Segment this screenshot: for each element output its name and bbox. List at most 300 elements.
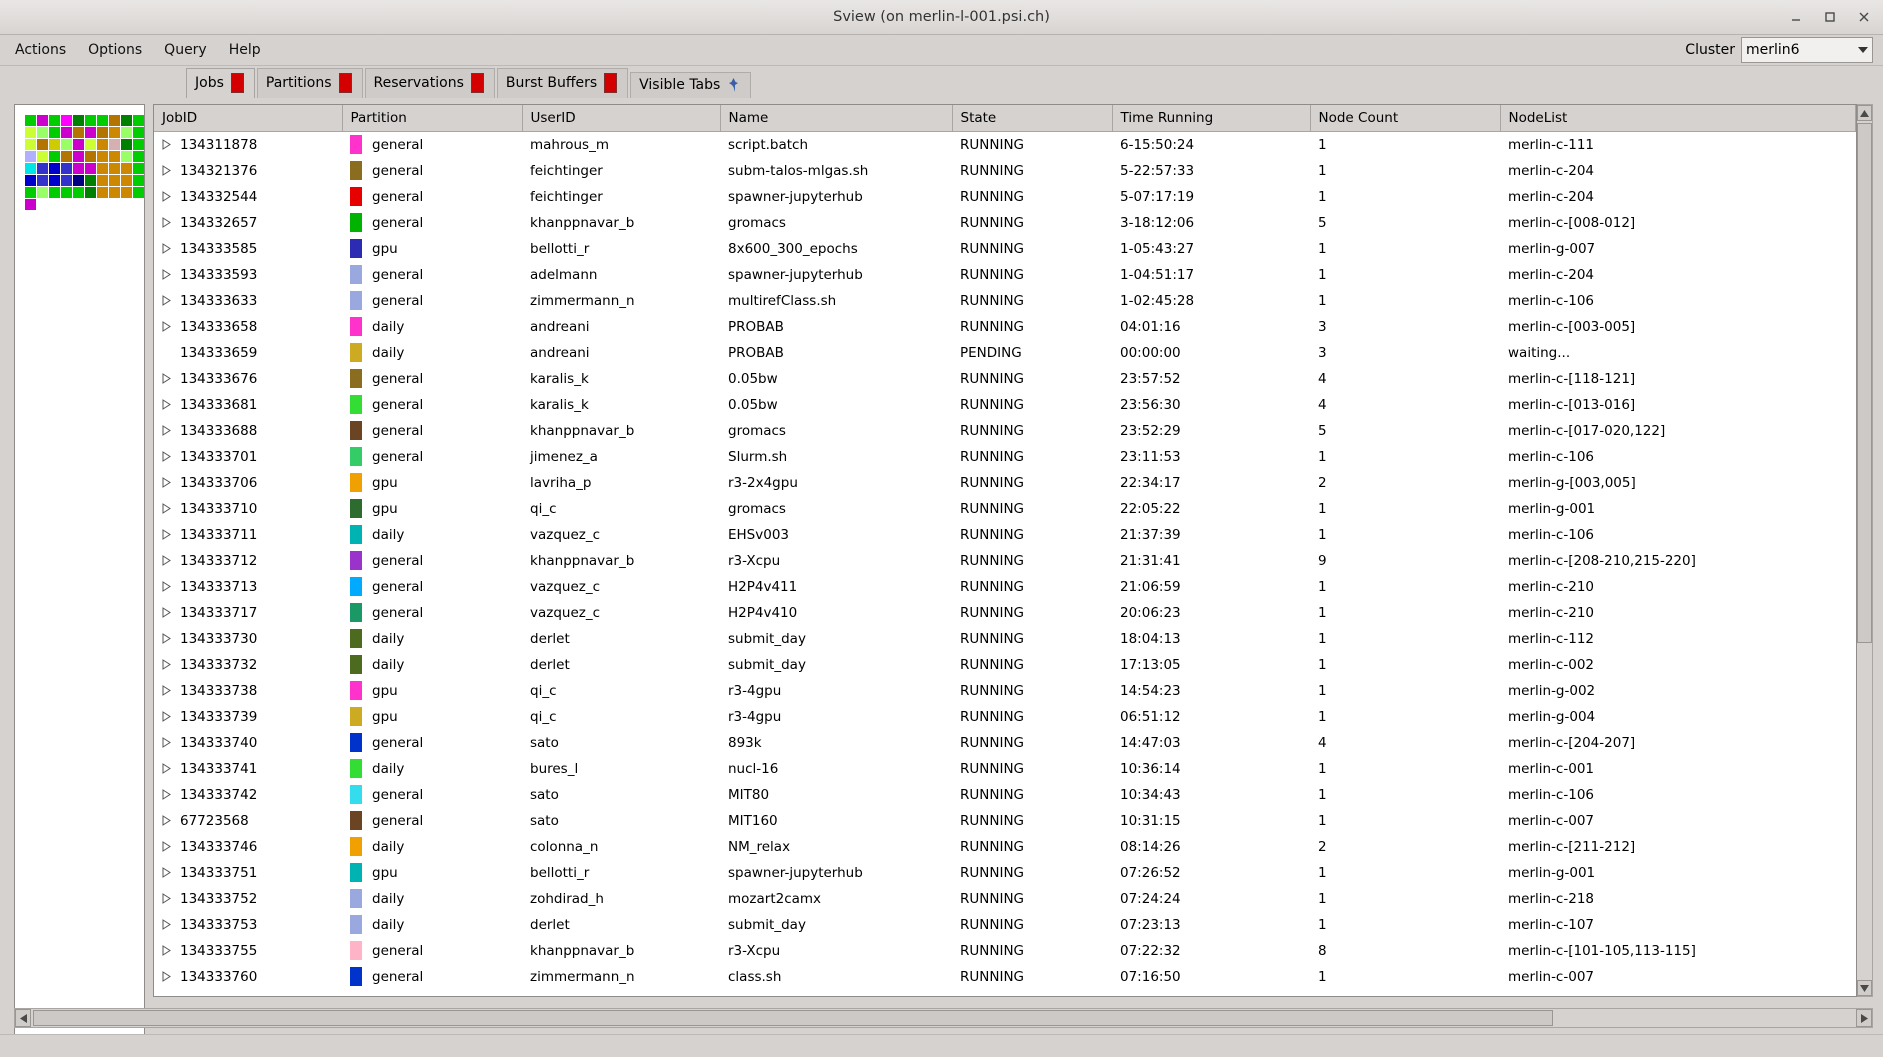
column-header-partition[interactable]: Partition: [342, 105, 522, 132]
menu-options[interactable]: Options: [88, 42, 143, 58]
partition-color-swatch: [350, 941, 362, 960]
node-cell[interactable]: [61, 187, 72, 198]
column-header-userid[interactable]: UserID: [522, 105, 720, 132]
jobid-text: 134333710: [180, 500, 258, 517]
node-cell[interactable]: [121, 163, 132, 174]
table-row[interactable]: [154, 262, 1856, 288]
cell-jobid: [154, 210, 342, 236]
cell-time-running: 6-15:50:24: [1120, 136, 1195, 153]
close-icon[interactable]: [1855, 8, 1873, 26]
column-header-time-running[interactable]: Time Running: [1112, 105, 1310, 132]
expand-triangle-icon[interactable]: [162, 789, 172, 801]
partition-text: general: [372, 292, 424, 309]
node-cell[interactable]: [133, 187, 144, 198]
table-row[interactable]: [154, 886, 1856, 912]
expand-triangle-icon[interactable]: [162, 867, 172, 879]
expand-triangle-icon[interactable]: [162, 633, 172, 645]
partition-color-swatch: [350, 369, 362, 388]
expand-triangle-icon[interactable]: [162, 685, 172, 697]
cell-jobid: [154, 184, 342, 210]
node-cell[interactable]: [61, 151, 72, 162]
node-cell[interactable]: [85, 163, 96, 174]
cell-nodelist: merlin-c-210: [1508, 604, 1594, 621]
jobs-table-header-row: [154, 105, 1856, 132]
table-row[interactable]: [154, 444, 1856, 470]
node-cell[interactable]: [61, 127, 72, 138]
node-cell[interactable]: [49, 127, 60, 138]
cell-node-count: 1: [1318, 760, 1327, 777]
cell-state: RUNNING: [960, 526, 1024, 543]
node-cell[interactable]: [85, 175, 96, 186]
cell-userid: karalis_k: [530, 370, 589, 387]
partition-color-swatch: [350, 915, 362, 934]
tab-visible-tabs-label: Visible Tabs: [639, 77, 721, 93]
table-row[interactable]: [154, 158, 1856, 184]
tab-visible-tabs[interactable]: [630, 72, 751, 98]
node-cell[interactable]: [121, 139, 132, 150]
node-cell[interactable]: [121, 151, 132, 162]
expand-triangle-icon[interactable]: [162, 165, 172, 177]
cell-state: RUNNING: [960, 136, 1024, 153]
node-cell[interactable]: [133, 151, 144, 162]
node-cell[interactable]: [109, 115, 120, 126]
node-cell[interactable]: [49, 115, 60, 126]
cell-state: RUNNING: [960, 162, 1024, 179]
window-title: Sview (on merlin-l-001.psi.ch): [833, 9, 1050, 25]
node-cell[interactable]: [25, 151, 36, 162]
table-row[interactable]: [154, 626, 1856, 652]
cell-userid: karalis_k: [530, 396, 589, 413]
column-header-name[interactable]: Name: [720, 105, 952, 132]
node-cell[interactable]: [133, 115, 144, 126]
menu-actions[interactable]: Actions: [15, 42, 67, 58]
node-cell[interactable]: [73, 151, 84, 162]
node-cell[interactable]: [133, 139, 144, 150]
node-cell[interactable]: [49, 151, 60, 162]
node-cell[interactable]: [97, 115, 108, 126]
cell-node-count: 1: [1318, 864, 1327, 881]
node-cell[interactable]: [73, 187, 84, 198]
node-cell[interactable]: [49, 139, 60, 150]
node-cell[interactable]: [121, 115, 132, 126]
node-cell[interactable]: [133, 175, 144, 186]
partition-color-swatch: [350, 577, 362, 596]
cell-jobid: [154, 886, 342, 912]
jobid-text: 134333681: [180, 396, 258, 413]
table-row[interactable]: [154, 704, 1856, 730]
cell-time-running: 17:13:05: [1120, 656, 1181, 673]
cell-nodelist: merlin-g-001: [1508, 864, 1596, 881]
scroll-left-icon[interactable]: [15, 1009, 31, 1027]
cell-name: 0.05bw: [728, 370, 778, 387]
table-row[interactable]: [154, 730, 1856, 756]
cell-userid: sato: [530, 734, 559, 751]
cell-time-running: 5-22:57:33: [1120, 162, 1195, 179]
scroll-up-icon[interactable]: [1857, 105, 1872, 121]
tab-swatch-icon: [231, 73, 244, 93]
expand-triangle-icon[interactable]: [162, 971, 172, 983]
cell-name: 893k: [728, 734, 762, 751]
table-row[interactable]: [154, 132, 1856, 158]
expand-triangle-icon[interactable]: [162, 763, 172, 775]
table-row[interactable]: [154, 938, 1856, 964]
cell-name: spawner-jupyterhub: [728, 864, 863, 881]
table-row[interactable]: [154, 288, 1856, 314]
cell-nodelist: merlin-c-106: [1508, 292, 1594, 309]
table-row[interactable]: [154, 964, 1856, 990]
node-cell[interactable]: [37, 175, 48, 186]
cell-nodelist: merlin-c-204: [1508, 266, 1594, 283]
jobs-table-container: [153, 104, 1873, 997]
node-cell[interactable]: [37, 127, 48, 138]
node-cell[interactable]: [97, 163, 108, 174]
partition-text: general: [372, 370, 424, 387]
cell-name: mozart2camx: [728, 890, 822, 907]
cell-name: 0.05bw: [728, 396, 778, 413]
cell-state: RUNNING: [960, 630, 1024, 647]
node-cell[interactable]: [121, 187, 132, 198]
cell-time-running: 5-07:17:19: [1120, 188, 1195, 205]
node-cell[interactable]: [25, 187, 36, 198]
expand-triangle-icon[interactable]: [162, 737, 172, 749]
cell-name: MIT80: [728, 786, 770, 803]
cell-time-running: 10:34:43: [1120, 786, 1181, 803]
cell-name: MIT160: [728, 812, 778, 829]
cell-jobid: [154, 132, 342, 158]
cell-state: RUNNING: [960, 682, 1024, 699]
expand-triangle-icon[interactable]: [162, 581, 172, 593]
partition-text: gpu: [372, 864, 398, 881]
jobs-panel: [153, 104, 1873, 997]
node-cell[interactable]: [97, 187, 108, 198]
cell-node-count: 1: [1318, 786, 1327, 803]
partition-text: general: [372, 162, 424, 179]
partition-text: general: [372, 734, 424, 751]
menu-help[interactable]: Help: [228, 42, 261, 58]
cell-time-running: 1-04:51:17: [1120, 266, 1195, 283]
jobid-text: 134321376: [180, 162, 258, 179]
expand-triangle-icon[interactable]: [162, 815, 172, 827]
node-cell[interactable]: [133, 163, 144, 174]
node-cell[interactable]: [49, 175, 60, 186]
cell-node-count: 4: [1318, 370, 1327, 387]
minimize-icon[interactable]: [1787, 8, 1805, 26]
expand-triangle-icon[interactable]: [162, 425, 172, 437]
cell-name: r3-4gpu: [728, 682, 782, 699]
node-cell[interactable]: [25, 127, 36, 138]
expand-triangle-icon[interactable]: [162, 451, 172, 463]
expand-triangle-icon[interactable]: [162, 607, 172, 619]
cell-node-count: 1: [1318, 266, 1327, 283]
cell-state: RUNNING: [960, 500, 1024, 517]
cell-userid: lavriha_p: [530, 474, 592, 491]
chevron-down-icon: [1858, 47, 1868, 53]
table-row[interactable]: [154, 184, 1856, 210]
partition-color-swatch: [350, 707, 362, 726]
expand-triangle-icon[interactable]: [162, 399, 172, 411]
cell-nodelist: merlin-c-[118-121]: [1508, 370, 1636, 387]
expand-triangle-icon[interactable]: [162, 529, 172, 541]
tab-jobs[interactable]: [186, 68, 255, 98]
tab-burst-buffers[interactable]: [497, 68, 628, 98]
partition-text: gpu: [372, 708, 398, 725]
cell-state: RUNNING: [960, 786, 1024, 803]
table-row[interactable]: [154, 600, 1856, 626]
cell-userid: andreani: [530, 344, 590, 361]
node-cell[interactable]: [73, 175, 84, 186]
cell-name: multirefClass.sh: [728, 292, 837, 309]
table-row[interactable]: [154, 860, 1856, 886]
horizontal-scrollbar[interactable]: [14, 1008, 1873, 1028]
node-cell[interactable]: [109, 151, 120, 162]
node-cell[interactable]: [73, 127, 84, 138]
cell-partition: [342, 730, 522, 756]
node-cell[interactable]: [37, 139, 48, 150]
node-cell[interactable]: [109, 139, 120, 150]
partition-color-swatch: [350, 317, 362, 336]
cell-userid: bellotti_r: [530, 240, 590, 257]
jobid-text: 134333746: [180, 838, 258, 855]
partition-text: general: [372, 266, 424, 283]
node-cell[interactable]: [25, 175, 36, 186]
vertical-scrollbar[interactable]: [1857, 104, 1873, 997]
table-row[interactable]: [154, 470, 1856, 496]
cell-node-count: 1: [1318, 188, 1327, 205]
column-header-nodelist[interactable]: NodeList: [1500, 105, 1856, 132]
node-cell[interactable]: [61, 115, 72, 126]
node-cell[interactable]: [109, 187, 120, 198]
table-row[interactable]: [154, 782, 1856, 808]
table-row[interactable]: [154, 418, 1856, 444]
table-row[interactable]: [154, 808, 1856, 834]
expand-triangle-icon[interactable]: [162, 269, 172, 281]
cell-partition: [342, 366, 522, 392]
scroll-down-icon[interactable]: [1857, 980, 1872, 996]
tab-reservations[interactable]: [365, 68, 495, 98]
cell-jobid: [154, 262, 342, 288]
partition-text: daily: [372, 656, 405, 673]
cluster-label: Cluster: [1685, 42, 1735, 58]
table-row[interactable]: [154, 574, 1856, 600]
expand-triangle-icon[interactable]: [162, 295, 172, 307]
node-cell[interactable]: [97, 175, 108, 186]
jobid-text: 134333760: [180, 968, 258, 985]
jobs-table: [154, 105, 1856, 990]
cell-partition: [342, 314, 522, 340]
cell-name: gromacs: [728, 214, 786, 231]
node-cell[interactable]: [97, 127, 108, 138]
node-cell[interactable]: [37, 115, 48, 126]
cell-state: RUNNING: [960, 370, 1024, 387]
partition-color-swatch: [350, 837, 362, 856]
cell-userid: khanppnavar_b: [530, 552, 635, 569]
expand-triangle-icon[interactable]: [162, 321, 172, 333]
node-cell[interactable]: [133, 127, 144, 138]
cell-nodelist: merlin-g-004: [1508, 708, 1596, 725]
column-header-jobid[interactable]: JobID: [154, 105, 342, 132]
jobid-text: 134332544: [180, 188, 258, 205]
table-row[interactable]: [154, 756, 1856, 782]
node-cell[interactable]: [61, 175, 72, 186]
node-map-panel[interactable]: [14, 104, 145, 1042]
node-cell[interactable]: [85, 127, 96, 138]
vertical-scroll-thumb[interactable]: [1857, 123, 1872, 643]
cell-userid: vazquez_c: [530, 604, 601, 621]
tab-partitions[interactable]: [257, 68, 363, 98]
cell-partition: [342, 938, 522, 964]
cell-time-running: 14:47:03: [1120, 734, 1181, 751]
horizontal-scroll-thumb[interactable]: [33, 1010, 1553, 1026]
partition-color-swatch: [350, 811, 362, 830]
cell-state: RUNNING: [960, 968, 1024, 985]
table-row[interactable]: [154, 678, 1856, 704]
partition-color-swatch: [350, 187, 362, 206]
cluster-dropdown[interactable]: [1741, 37, 1873, 63]
cell-partition: [342, 860, 522, 886]
column-header-node-count[interactable]: Node Count: [1310, 105, 1500, 132]
cell-node-count: 1: [1318, 162, 1327, 179]
cell-time-running: 22:34:17: [1120, 474, 1181, 491]
table-row[interactable]: [154, 522, 1856, 548]
cell-nodelist: merlin-c-[003-005]: [1508, 318, 1636, 335]
expand-triangle-icon[interactable]: [162, 945, 172, 957]
node-cell[interactable]: [37, 151, 48, 162]
node-cell[interactable]: [49, 163, 60, 174]
table-row[interactable]: [154, 652, 1856, 678]
node-cell[interactable]: [85, 115, 96, 126]
cell-time-running: 10:31:15: [1120, 812, 1181, 829]
cell-partition: [342, 444, 522, 470]
node-cell[interactable]: [61, 139, 72, 150]
cell-name: EHSv003: [728, 526, 790, 543]
expand-triangle-icon[interactable]: [162, 555, 172, 567]
jobid-text: 134333753: [180, 916, 258, 933]
cell-nodelist: merlin-c-106: [1508, 448, 1594, 465]
cell-partition: [342, 834, 522, 860]
expand-triangle-icon[interactable]: [162, 139, 172, 151]
jobid-text: 134333593: [180, 266, 258, 283]
cell-jobid: [154, 704, 342, 730]
node-cell[interactable]: [73, 163, 84, 174]
node-cell[interactable]: [25, 139, 36, 150]
node-cell[interactable]: [121, 127, 132, 138]
cell-state: RUNNING: [960, 916, 1024, 933]
expand-triangle-icon[interactable]: [162, 191, 172, 203]
node-cell[interactable]: [85, 187, 96, 198]
node-cell[interactable]: [25, 115, 36, 126]
partition-text: daily: [372, 760, 405, 777]
node-grid: [25, 115, 144, 210]
table-row[interactable]: [154, 314, 1856, 340]
cell-partition: [342, 652, 522, 678]
cell-jobid: [154, 366, 342, 392]
expand-triangle-icon[interactable]: [162, 919, 172, 931]
tab-strip: [0, 66, 1883, 98]
partition-text: general: [372, 214, 424, 231]
cell-jobid: [154, 626, 342, 652]
table-row[interactable]: [154, 496, 1856, 522]
table-row[interactable]: [154, 912, 1856, 938]
node-cell[interactable]: [85, 139, 96, 150]
cell-time-running: 07:24:24: [1120, 890, 1181, 907]
cell-userid: khanppnavar_b: [530, 942, 635, 959]
expand-triangle-icon[interactable]: [162, 373, 172, 385]
node-cell[interactable]: [85, 151, 96, 162]
table-row[interactable]: [154, 548, 1856, 574]
cell-name: r3-2x4gpu: [728, 474, 798, 491]
table-row[interactable]: [154, 236, 1856, 262]
expand-triangle-icon[interactable]: [162, 659, 172, 671]
table-row[interactable]: [154, 834, 1856, 860]
cell-name: submit_day: [728, 630, 806, 647]
cell-name: H2P4v411: [728, 578, 798, 595]
cell-state: RUNNING: [960, 474, 1024, 491]
cell-nodelist: merlin-g-002: [1508, 682, 1596, 699]
expand-triangle-icon[interactable]: [162, 841, 172, 853]
scroll-right-icon[interactable]: [1856, 1009, 1872, 1027]
cell-name: spawner-jupyterhub: [728, 266, 863, 283]
node-cell[interactable]: [97, 139, 108, 150]
node-cell[interactable]: [25, 163, 36, 174]
table-row[interactable]: [154, 340, 1856, 366]
menu-query[interactable]: Query: [164, 42, 207, 58]
expand-triangle-icon[interactable]: [162, 477, 172, 489]
node-cell[interactable]: [121, 175, 132, 186]
cell-name: class.sh: [728, 968, 782, 985]
cell-state: RUNNING: [960, 396, 1024, 413]
expand-triangle-icon[interactable]: [162, 243, 172, 255]
cell-userid: sato: [530, 812, 559, 829]
maximize-icon[interactable]: [1821, 8, 1839, 26]
cell-partition: [342, 886, 522, 912]
cell-jobid: [154, 678, 342, 704]
cell-userid: vazquez_c: [530, 578, 601, 595]
expand-triangle-icon[interactable]: [162, 503, 172, 515]
expand-triangle-icon[interactable]: [162, 347, 172, 359]
node-cell[interactable]: [49, 187, 60, 198]
jobid-text: 134333717: [180, 604, 258, 621]
cell-name: submit_day: [728, 916, 806, 933]
node-cell[interactable]: [73, 115, 84, 126]
node-cell[interactable]: [109, 127, 120, 138]
table-row[interactable]: [154, 392, 1856, 418]
cell-nodelist: merlin-c-106: [1508, 526, 1594, 543]
table-row[interactable]: [154, 210, 1856, 236]
table-row[interactable]: [154, 366, 1856, 392]
cell-jobid: [154, 470, 342, 496]
expand-triangle-icon[interactable]: [162, 217, 172, 229]
jobid-text: 134333755: [180, 942, 258, 959]
column-header-state[interactable]: State: [952, 105, 1112, 132]
jobid-text: 134333712: [180, 552, 258, 569]
node-cell[interactable]: [61, 163, 72, 174]
jobid-text: 134333732: [180, 656, 258, 673]
node-cell[interactable]: [25, 199, 36, 210]
cell-userid: adelmann: [530, 266, 598, 283]
menu-bar: [0, 35, 1883, 66]
node-cell[interactable]: [37, 163, 48, 174]
expand-triangle-icon[interactable]: [162, 893, 172, 905]
node-cell[interactable]: [109, 163, 120, 174]
expand-triangle-icon[interactable]: [162, 711, 172, 723]
tab-swatch-icon: [471, 73, 484, 93]
node-cell[interactable]: [73, 139, 84, 150]
cell-nodelist: merlin-c-204: [1508, 162, 1594, 179]
node-cell[interactable]: [109, 175, 120, 186]
node-cell[interactable]: [37, 187, 48, 198]
cell-userid: bellotti_r: [530, 864, 590, 881]
node-cell[interactable]: [97, 151, 108, 162]
